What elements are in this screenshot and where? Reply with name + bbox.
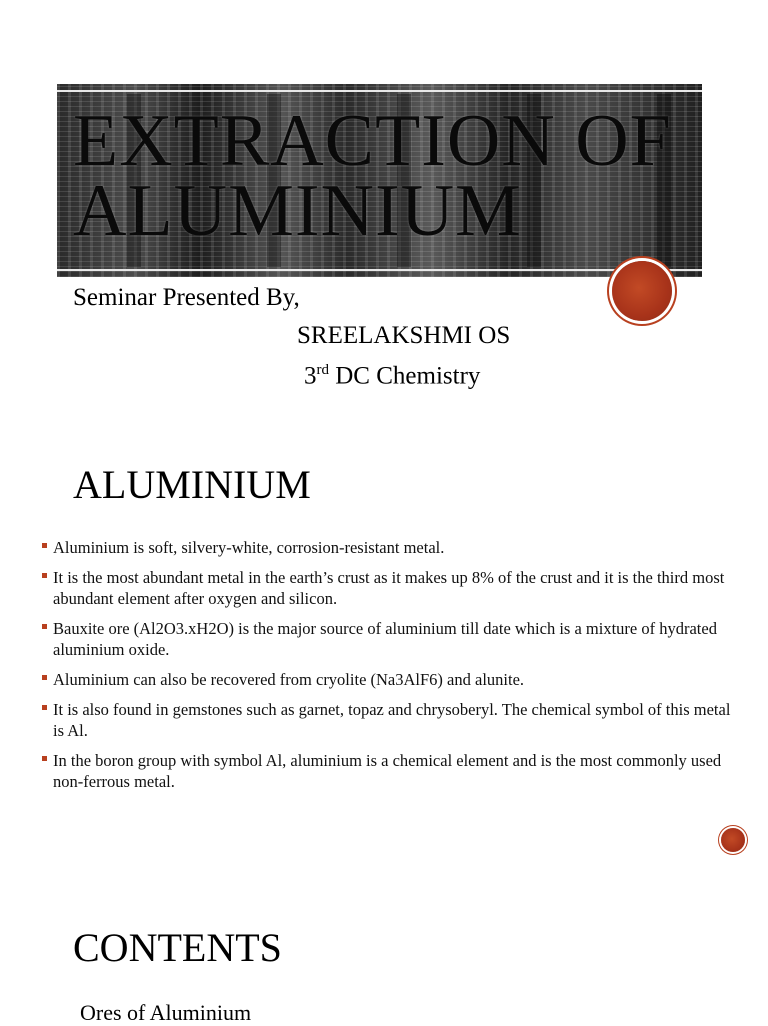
presented-by-label: Seminar Presented By, (73, 284, 300, 311)
slide-heading: CONTENTS (73, 925, 282, 970)
bullet-square-icon (42, 573, 47, 578)
bullet-item (40, 699, 740, 741)
decorative-circle (721, 828, 745, 852)
bullet-item (40, 618, 740, 660)
bullet-text: Bauxite ore (Al2O3.xH2O) is the major source of aluminium till date which is a mixture of hydrated aluminium oxide. (53, 619, 717, 659)
class-name: DC Chemistry (329, 362, 481, 390)
bullet-square-icon (42, 705, 47, 710)
bullet-square-icon (42, 543, 47, 548)
bullet-item (40, 669, 740, 690)
bullet-text: It is the most abundant metal in the earth’s crust as it makes up 8% of the crust and it is the third most abundant element after oxygen and silicon. (53, 568, 725, 608)
bullet-square-icon (42, 756, 47, 761)
banner-top-rule (57, 90, 702, 92)
class-number: 3 (304, 362, 317, 390)
title-banner (57, 84, 702, 277)
contents-slide (0, 890, 768, 1024)
bullet-list (40, 537, 740, 801)
slide-title: EXTRACTION OF ALUMINIUM (73, 100, 672, 252)
presenter-name: SREELAKSHMI OS (297, 322, 511, 349)
bullet-text: Aluminium is soft, silvery-white, corrosion-resistant metal. (53, 538, 445, 557)
bullet-item (40, 537, 740, 558)
title-slide (0, 0, 768, 420)
bullet-square-icon (42, 624, 47, 629)
banner-bottom-rule (57, 269, 702, 271)
decorative-circle (612, 261, 672, 321)
bullet-text: In the boron group with symbol Al, aluminium is a chemical element and is the most commonly used non-ferrous metal. (53, 751, 722, 791)
bullet-text: Aluminium can also be recovered from cryolite (Na3AlF6) and alunite. (53, 670, 525, 689)
slide-heading: ALUMINIUM (73, 462, 311, 507)
bullet-item (40, 567, 740, 609)
bullet-text: It is also found in gemstones such as garnet, topaz and chrysoberyl. The chemical symbol of this metal is Al. (53, 700, 731, 740)
bullet-item (40, 750, 740, 792)
contents-item: Ores of Aluminium (80, 1000, 252, 1025)
bullet-square-icon (42, 675, 47, 680)
class-ordinal-suffix: rd (316, 362, 329, 378)
presenter-class (304, 362, 480, 390)
aluminium-slide (0, 420, 768, 890)
